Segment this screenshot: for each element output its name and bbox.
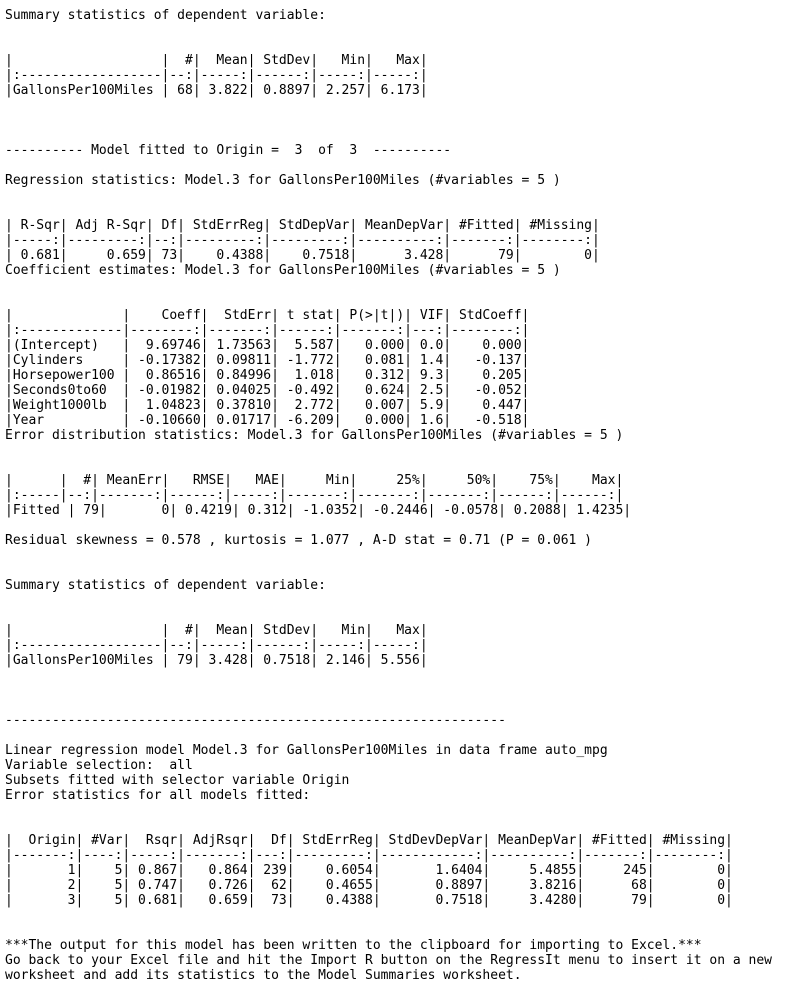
console-line [5,593,791,608]
console-line: ---------------------------------------------------------------- [5,713,506,728]
console-line [5,923,791,938]
console-line: Error statistics for all models fitted: [5,788,311,803]
console-line: Coefficient estimates: Model.3 for GallonsPer100Miles (#variables = 5 ) [5,263,561,278]
console-line [5,518,791,533]
console-line: | Origin| #Var| Rsqr| AdjRsqr| Df| StdErrReg| StdDevDepVar| MeanDepVar| #Fitted| #Missing| [5,833,733,848]
console-line [5,23,791,38]
console-line [5,548,791,563]
console-line [5,668,791,683]
console-line: |-----:|---------:|--:|---------:|---------:|----------:|-------:|--------:| [5,233,600,248]
console-line: |GallonsPer100Miles | 68| 3.822| 0.8897| 2.257| 6.173| [5,83,428,98]
console-line: |:------------------|--:|-----:|------:|-----:|-----:| [5,638,428,653]
console-line [5,683,791,698]
console-line [5,908,791,923]
console-line [5,458,791,473]
console-line [5,158,791,173]
console-line [5,818,791,833]
console-line: |Fitted | 79| 0| 0.4219| 0.312| -1.0352| -0.2446| -0.0578| 0.2088| 1.4235| [5,503,632,518]
console-line: Subsets fitted with selector variable Origin [5,773,350,788]
console-line: | R-Sqr| Adj R-Sqr| Df| StdErrReg| StdDepVar| MeanDepVar| #Fitted| #Missing| [5,218,600,233]
console-line [5,293,791,308]
console-line [5,803,791,818]
console-line [5,698,791,713]
console-line: Regression statistics: Model.3 for GallonsPer100Miles (#variables = 5 ) [5,173,561,188]
console-line [5,278,791,293]
console-line: | 2| 5| 0.747| 0.726| 62| 0.4655| 0.8897| 3.8216| 68| 0| [5,878,733,893]
console-line: |Cylinders | -0.17382| 0.09811| -1.772| 0.081| 1.4| -0.137| [5,353,530,368]
console-line [5,38,791,53]
console-line: ***The output for this model has been written to the clipboard for importing to Excel.*** [5,938,702,953]
console-line: Residual skewness = 0.578 , kurtosis = 1.077 , A-D stat = 0.71 (P = 0.061 ) [5,533,592,548]
console-line: |Seconds0to60 | -0.01982| 0.04025| -0.492| 0.624| 2.5| -0.052| [5,383,530,398]
r-console-output[interactable] [5,8,791,983]
console-line: Go back to your Excel file and hit the Import R button on the RegressIt menu to insert it on a new worksheet and add its statistics to the Model Summaries worksheet. [5,953,780,983]
console-line: ---------- Model fitted to Origin = 3 of 3 ---------- [5,143,452,158]
console-line [5,113,791,128]
console-line: Summary statistics of dependent variable: [5,8,326,23]
console-line: | | #| Mean| StdDev| Min| Max| [5,623,428,638]
console-line [5,203,791,218]
console-line: | | #| Mean| StdDev| Min| Max| [5,53,428,68]
console-line: |GallonsPer100Miles | 79| 3.428| 0.7518| 2.146| 5.556| [5,653,428,668]
console-line: Variable selection: all [5,758,193,773]
console-line [5,98,791,113]
console-line: Linear regression model Model.3 for GallonsPer100Miles in data frame auto_mpg [5,743,608,758]
console-line [5,608,791,623]
console-line: |(Intercept) | 9.69746| 1.73563| 5.587| 0.000| 0.0| 0.000| [5,338,530,353]
console-line [5,563,791,578]
console-line: |:------------------|--:|-----:|------:|-----:|-----:| [5,68,428,83]
console-line: | | Coeff| StdErr| t stat| P(>|t|)| VIF| StdCoeff| [5,308,530,323]
console-line: | 1| 5| 0.867| 0.864| 239| 0.6054| 1.6404| 5.4855| 245| 0| [5,863,733,878]
console-line: |Year | -0.10660| 0.01717| -6.209| 0.000| 1.6| -0.518| [5,413,530,428]
console-line: |:-----|--:|-------:|------:|-----:|-------:|-------:|-------:|------:|------:| [5,488,624,503]
console-line: | | #| MeanErr| RMSE| MAE| Min| 25%| 50%| 75%| Max| [5,473,624,488]
console-line: |Weight1000lb | 1.04823| 0.37810| 2.772| 0.007| 5.9| 0.447| [5,398,530,413]
console-line [5,728,791,743]
console-line: |Horsepower100 | 0.86516| 0.84996| 1.018| 0.312| 9.3| 0.205| [5,368,530,383]
console-line: |:-------------|--------:|-------:|------:|-------:|---:|--------:| [5,323,530,338]
console-line: Summary statistics of dependent variable: [5,578,326,593]
console-line: |-------:|----:|-----:|-------:|---:|---------:|------------:|----------:|-------:|--------:| [5,848,733,863]
console-line [5,128,791,143]
console-line [5,188,791,203]
console-line: | 0.681| 0.659| 73| 0.4388| 0.7518| 3.428| 79| 0| [5,248,600,263]
console-line: | 3| 5| 0.681| 0.659| 73| 0.4388| 0.7518| 3.4280| 79| 0| [5,893,733,908]
console-line: Error distribution statistics: Model.3 for GallonsPer100Miles (#variables = 5 ) [5,428,624,443]
console-line [5,443,791,458]
